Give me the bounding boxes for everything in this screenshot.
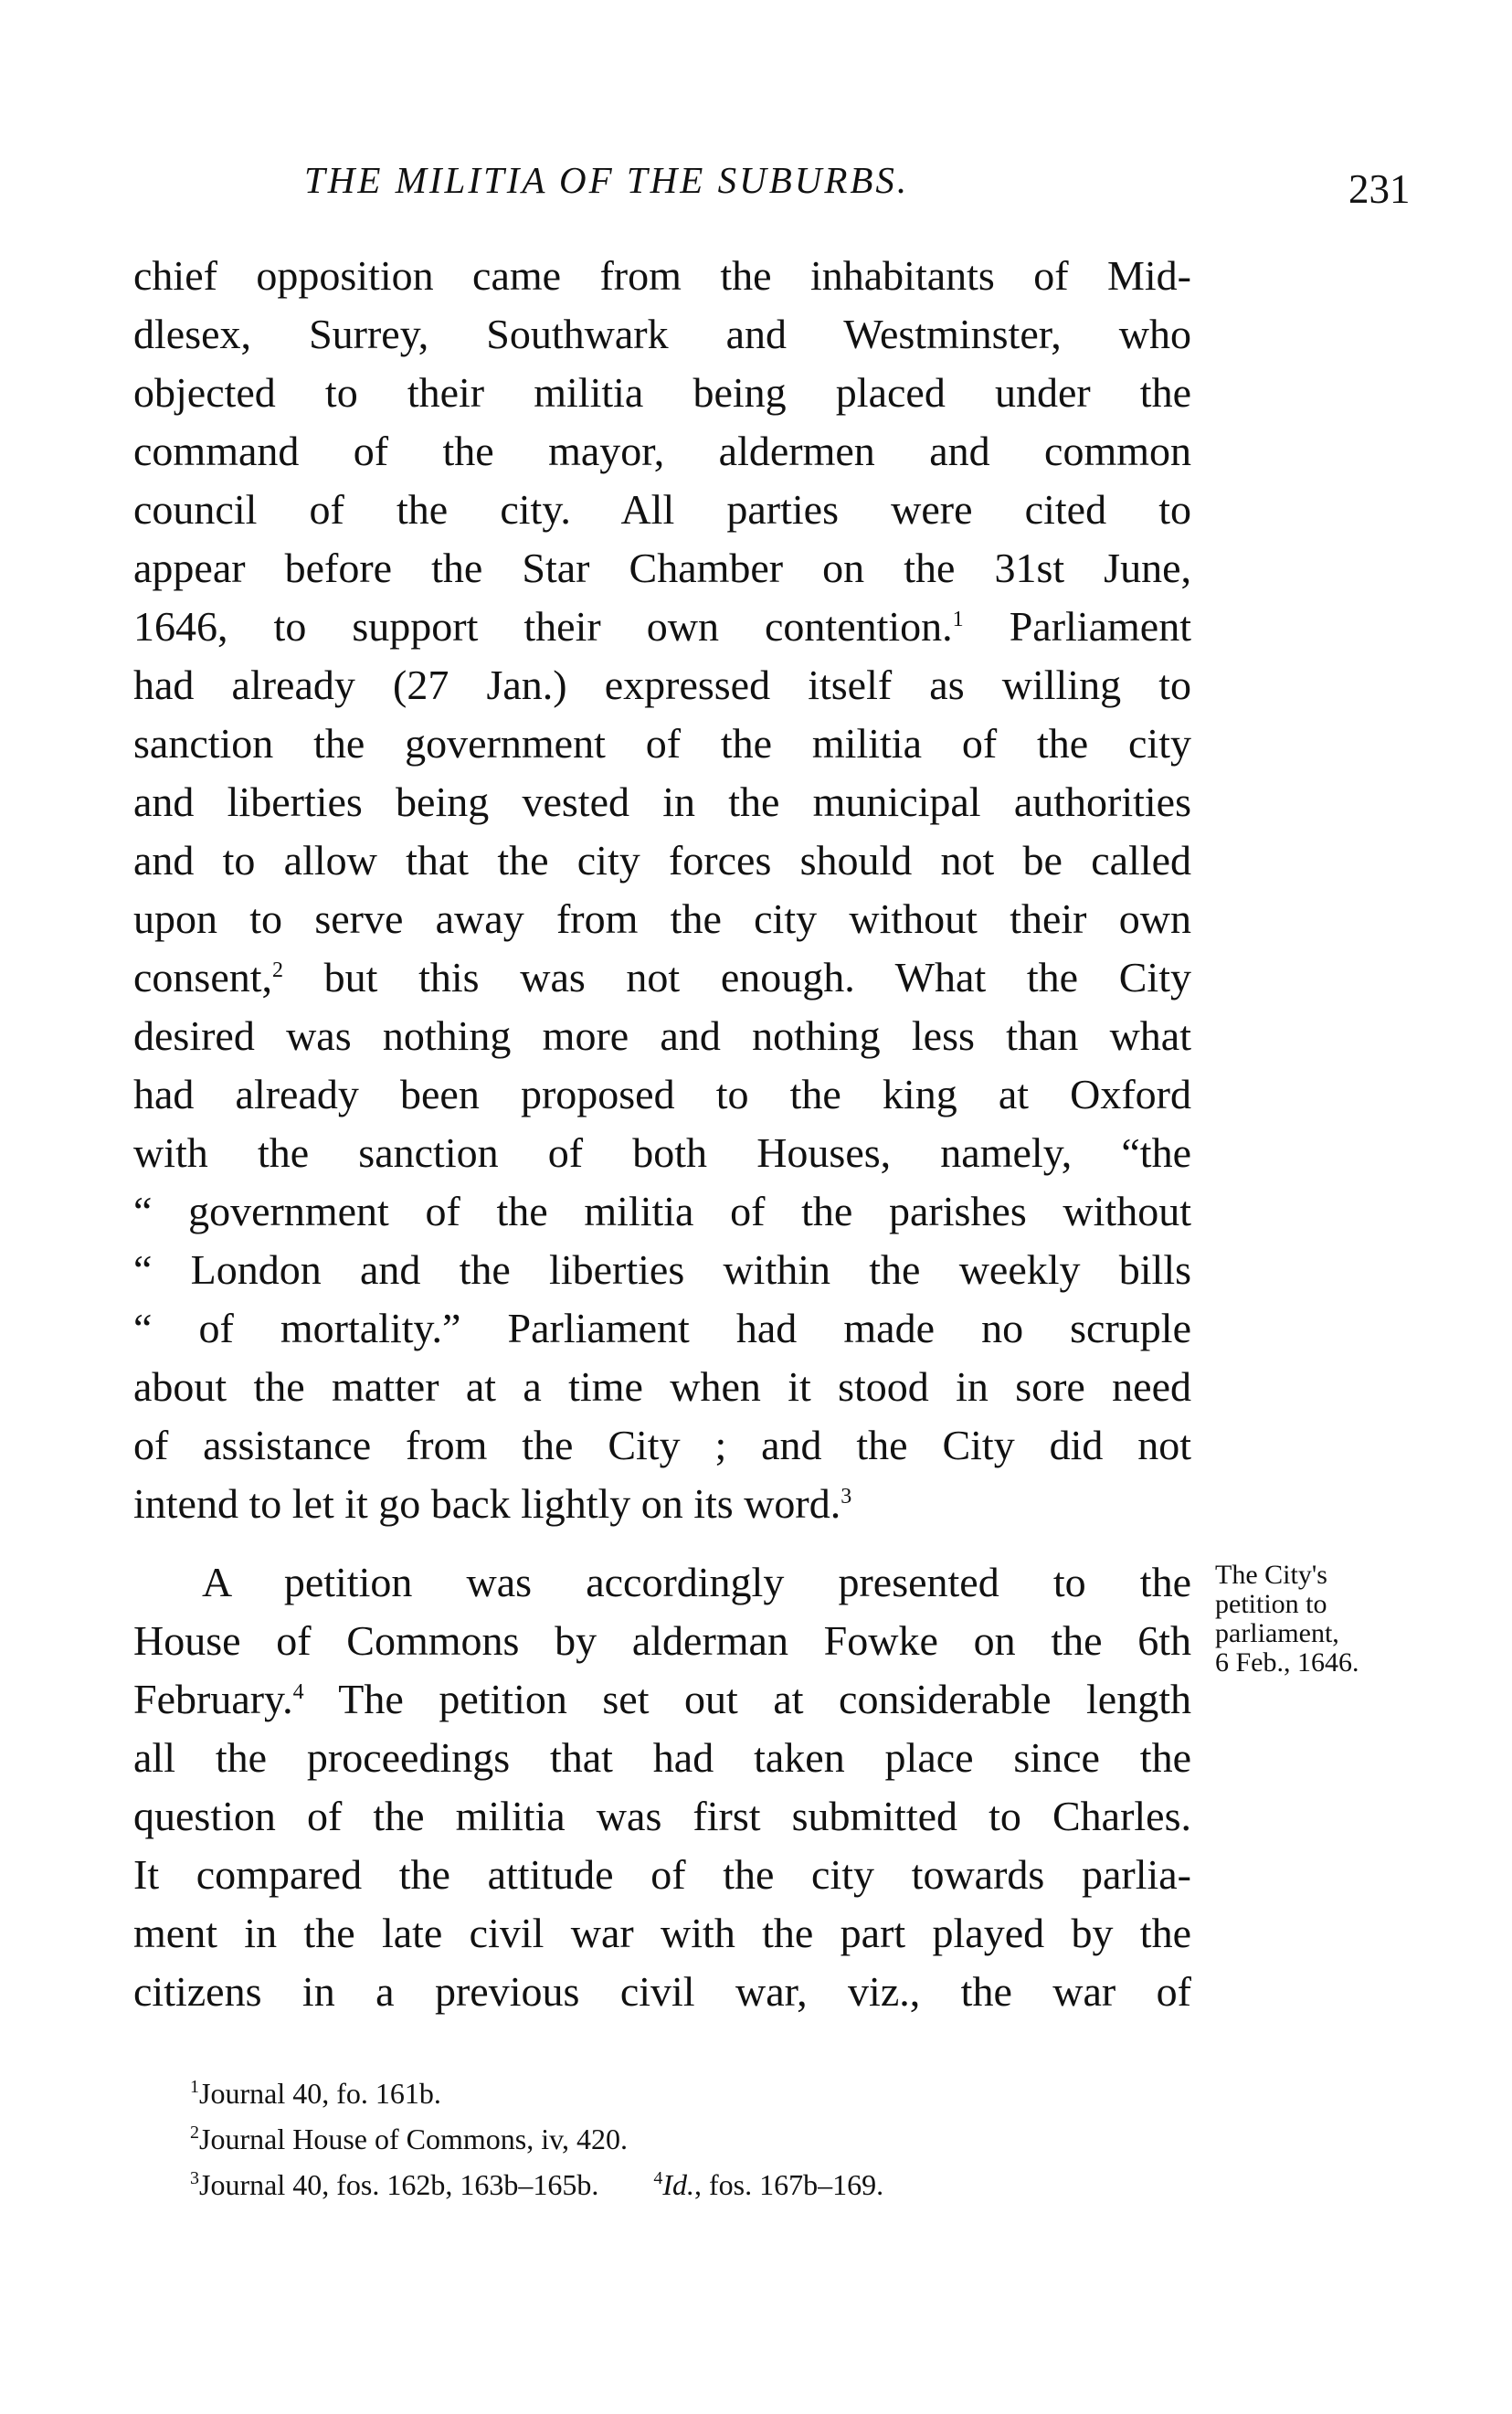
text-segment: consent, (133, 954, 273, 1001)
footnotes (190, 2070, 883, 2208)
footnote-ref-2[interactable]: 2 (272, 958, 284, 982)
text-line: dlesex, Surrey, Southwark and Westminster, who (133, 311, 1191, 357)
footnote-italic-text: Id. (662, 2168, 694, 2201)
footnote-marker: 1 (190, 2077, 199, 2097)
footnote-text: Journal 40, fos. 162b, 163b–165b. (199, 2168, 599, 2201)
text-line: had already been proposed to the king at Oxford (133, 1071, 1191, 1117)
text-segment: The petition set out at considerable length (303, 1676, 1191, 1722)
text-segment: 1646, to support their own contention. (133, 603, 953, 650)
text-line (133, 598, 1191, 656)
text-line: chief opposition came from the inhabitants of Mid- (133, 252, 1191, 299)
footnote-text: Journal House of Commons, iv, 420. (199, 2123, 629, 2155)
text-line: objected to their militia being placed under the (133, 369, 1191, 416)
text-line: House of Commons by alderman Fowke on the 6th (133, 1617, 1191, 1664)
footnote-marker: 2 (190, 2123, 199, 2143)
footnote-text: , fos. 167b–169. (693, 2168, 884, 2201)
text-line (133, 1670, 1191, 1729)
text-line: “ government of the militia of the parishes without (133, 1188, 1191, 1234)
footnote-ref-1[interactable]: 1 (952, 608, 964, 631)
text-line: of assistance from the City ; and the City did not (133, 1422, 1191, 1468)
footnote-1 (190, 2070, 883, 2116)
text-line: and liberties being vested in the municipal authorities (133, 778, 1191, 825)
text-line: ment in the late civil war with the part played by the (133, 1910, 1191, 1956)
footnote-ref-4[interactable]: 4 (292, 1680, 304, 1704)
text-line (133, 948, 1191, 1007)
margin-note-line: The City's (1215, 1560, 1327, 1590)
text-line: council of the city. All parties were cited to (133, 486, 1191, 533)
text-line: about the matter at a time when it stood in sore need (133, 1363, 1191, 1410)
text-line: had already (27 Jan.) expressed itself as willing to (133, 662, 1191, 708)
footnote-ref-3[interactable]: 3 (841, 1485, 852, 1509)
margin-note-line: parliament, (1215, 1618, 1339, 1648)
paragraph-2 (133, 1553, 1191, 2021)
text-segment: Parliament (963, 603, 1191, 650)
text-line: It compared the attitude of the city towards parlia- (133, 1851, 1191, 1898)
text-line: with the sanction of both Houses, namely, “the (133, 1129, 1191, 1176)
footnote-2 (190, 2116, 883, 2162)
text-line: “ of mortality.” Parliament had made no scruple (133, 1305, 1191, 1351)
text-line: desired was nothing more and nothing less than what (133, 1012, 1191, 1059)
footnote-3 (190, 2168, 598, 2201)
footnote-text: Journal 40, fo. 161b. (199, 2077, 441, 2110)
text-line: and to allow that the city forces should not be called (133, 837, 1191, 884)
text-line: sanction the government of the militia of the city (133, 720, 1191, 767)
text-line: upon to serve away from the city without their own (133, 895, 1191, 942)
text-line: A petition was accordingly presented to the (202, 1559, 1191, 1605)
paragraph-1 (133, 247, 1191, 1533)
text-line: question of the militia was first submitted to Charles. (133, 1793, 1191, 1839)
running-title: THE MILITIA OF THE SUBURBS. (304, 159, 910, 201)
footnote-marker: 4 (653, 2168, 663, 2188)
margin-note-line: 6 Feb., 1646. (1215, 1647, 1359, 1678)
text-line: citizens in a previous civil war, viz., the war of (133, 1968, 1191, 2015)
text-line: command of the mayor, aldermen and common (133, 428, 1191, 474)
margin-note (1215, 1561, 1359, 1678)
text-line: all the proceedings that had taken place since the (133, 1734, 1191, 1781)
text-line: appear before the Star Chamber on the 31st June, (133, 545, 1191, 591)
text-line: “ London and the liberties within the weekly bills (133, 1246, 1191, 1293)
page-number: 231 (1348, 166, 1411, 212)
text-segment: but this was not enough. What the City (283, 954, 1191, 1001)
text-segment: intend to let it go back lightly on its word. (133, 1480, 841, 1527)
text-segment: February. (133, 1676, 293, 1722)
footnote-row (190, 2162, 883, 2208)
footnote-marker: 3 (190, 2168, 199, 2188)
text-line (133, 1475, 1191, 1533)
margin-note-line: petition to (1215, 1589, 1327, 1619)
footnote-4 (653, 2168, 883, 2201)
